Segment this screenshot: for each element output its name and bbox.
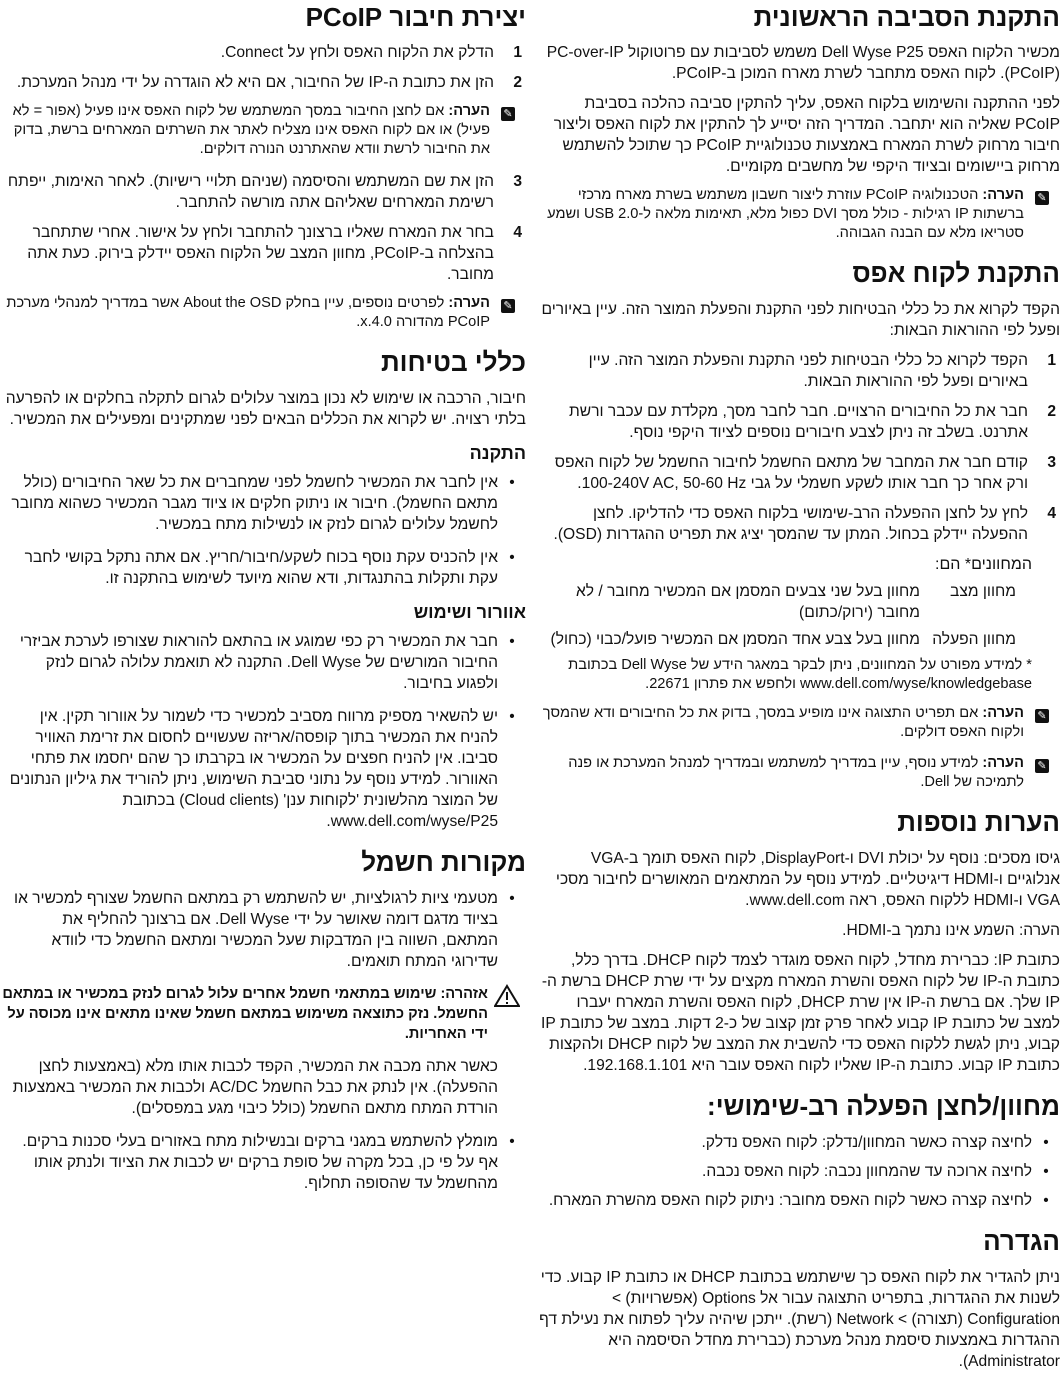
note-block: ✎ הערה: למידע נוסף, עיין במדריך למשתמש ובמדריך למנהל המערכת או פנה לתמיכה של Dell. — [536, 754, 1060, 792]
safety-title: כללי בטיחות — [381, 347, 526, 377]
list-item: • לחיצה ארוכה עד שהמחוון נכבה: לקוח האפס נכבה. — [702, 1163, 1049, 1180]
list-item: • יש להשאיר מספיק מרווח מסביב למכשיר כדי לשמור על אוורור תקין. אין להניח את המכשיר בתוך קופסה/אריזה שעשויים לחסום את זרימת האוויר סביבו. אין להניח חפצים על המכשיר או בקרבתו כך שהם יחסמו את פתחי האוורור. למידע נוסף על נתוני סביבת השימוש, ניתן להוריד את גיליון הנתונים של המוצר מהלשונית 'לקוחות ענן' (Cloud clients) בכתובת www.dell.com/wyse/P25. — [9, 708, 515, 830]
note-text: הטכנולוגיה PCoIP עוזרת ליצור חשבון משתמש בשרת מארח מרכזי ברשתות IP רגילות - כולל מסך DVI כפול מלא, תאימות מלאה ל-USB 2.0 ושמע סטריאו מלא עם הבנה הגבוהה. — [547, 187, 1024, 241]
step-item: 1 הקפד לקרוא כל כללי הבטיחות לפני התקנת והפעלת המוצר הזה. עיין באיורים ופעל לפי ההוראות הבאות. — [588, 352, 1056, 390]
list-item: • אין לחבר את המכשיר לחשמל לפני שמחברים את כל שאר החיבורים (כולל מתאם החשמל). חיבור או ניתוק חלקים או ציוד מגבר המכשיר כשהוא מחובר לחשמל עלולים לגרום לנזק או לנשילות מתח במכשיר. — [11, 474, 515, 533]
step-item: 2 הזן את כתובת ה-IP של החיבור, אם היא לא הוגדרה על ידי מנהל המערכת. — [16, 74, 522, 91]
config-paragraph: ניתן להגדיר את לקוח האפס כך שישתמש בכתובת DHCP או כתובת IP קבוע. כדי לשנות את ההגדרות, בתפריט התצוגה עבור אל Options (אפשרויות) > Configuration (תצורה) > Network (רשת). ייתכן שיהיה עליך לפתוח את נעילת דף ההגדרות באמצעות סיסמת מנהל מערכת (כברירת מחדל הסיסמה היא Administrator). — [539, 1269, 1060, 1370]
setup-title: התקנת לקוח אפס — [852, 258, 1060, 288]
extra-paragraph: גיסו מסכים: נוסף על יכולת DVI ו-DisplayPort, לקוח האפס תומך ב-VGA אנלוגיים ו-HDMI דיגיטליים. למידע נוסף על המתאמים המאושרים לחיבור מסכי VGA ו-HDMI ללקוח האפס, ראה www.dell.com. — [555, 850, 1060, 909]
connect-title: יצירת חיבור PCoIP — [305, 2, 526, 32]
intro-paragraph: לפני ההתקנה והשימוש בלקוח האפס, עליך להתקין סביבה כהלכה בסביבת PCoIP שאליה הוא יתחבר. המדריך הזה יסייע לך להתקין את לקוח האפס וליצור חיבור מרחוק לשרת המארח באמצעות טכנולוגיית PCoIP כך שתוכל להשתמש מרחוק ביישומים ובציוד היקפי של מחשבים מקומיים. — [553, 95, 1060, 175]
list-item: • לחיצה קצרה כאשר לקוח האפס מחובר: ניתוק לקוח האפס מהשרת המארח. — [548, 1192, 1049, 1209]
list-item: • אין להכניס עקת נוסף בכוח לשקע/חיבור/חריץ. אם אתה נתקל בקושי לחבר עקת ותקלות בהתנגדות, ודא שהוא מיועד לשימוש בהתקנה זו. — [24, 549, 515, 587]
power-sources-title: מקורות חשמל — [361, 847, 526, 877]
note-block: ✎ הערה: לפרטים נוספים, עיין בחלק About the OSD אשר במדריך למנהלי מערכת PCoIP מהדורה 4.0.x. — [2, 294, 526, 332]
note-block: ✎ הערה: אם תפריט התצוגה אינו מופיע במסך, בדוק את כל החיבורים ודא שהמסך ולקוח האפס דולקים. — [536, 704, 1060, 742]
indicator-row: מחוון הפעלה מחוון בעל צבע אחד המסמן אם המכשיר פועל/כבוי (כחול) — [550, 631, 1016, 648]
step-item: 1 הדלק את הלקוח האפס ולחץ על Connect. — [220, 44, 522, 61]
indicator-row: מחוון מצב מחוון בעל שני צבעים המסמן אם המכשיר מחובר / לא מחובר (ירוק/כתום) — [576, 583, 1016, 621]
step-item: 3 הזן את שם המשתמש והסיסמה (שניהם תלויי רישיות). לאחר האימות, ייפתח רשימת המארחים שאליהם אתה מורשה להתחבר. — [7, 173, 522, 211]
step-item: 2 חבר את כל החיבורים הרצויים. חבר לחבר מסך, מקלדת עם עכבר ורשת אתרנט. בשלב זה ניתן לצבע חיבורים נוספים לציוד היקפי נוסף. — [569, 403, 1056, 441]
power-button-title: מחוון/לחצן הפעלה רב-שימושי: — [707, 1091, 1060, 1121]
note-block: ✎ הערה: אם לחצן החיבור במסך המשתמש של לקוח האפס אינו פעיל (אפור = לא פעיל) או אם לקוח האפס אינו מצליח לאתר את השרתים המארחים ברשת, בדוק את החיבור לרשת וודא שהאתרנט הנורה דולקים. — [2, 102, 526, 159]
right-column — [536, 2, 1060, 1381]
list-item: • מטעמי ציות לרגולציות, יש להשתמש רק במתאם החשמל שצורף למכשיר או בציוד מדגם דומה שאושר על ידי Dell Wyse. אם ברצונך להחליף את המתאם, השווה בין המדבקות שעל המכשיר ומתאם החשמל כדי לוודא שדירוגי המתח תואמים. — [14, 890, 515, 970]
pencil-note-icon: ✎ — [490, 294, 526, 332]
safety-intro: חיבור, הרכבה או שימוש לא נכון במוצר עלולים לגרום לתקלה בחלקים או להפרעה בלתי רצויה. יש לקרוא את הכללים הבאים לפני שמתקינים ומפעילים את המכשיר. — [5, 390, 526, 428]
pencil-note-icon: ✎ — [1024, 754, 1060, 792]
left-column — [2, 2, 526, 1206]
warning-triangle-icon — [488, 984, 526, 1044]
list-item: כאשר אתה מכבה את המכשיר, הקפד לכבות אותו מלא (באמצעות לחצן ההפעלה). אין לנתק את כבל החשמל AC/DC ולכבות את המכשיר באמצעות הורדת המתח מתאם החשמל (כולל כיבוי מגע במפסלים). — [12, 1058, 498, 1117]
note-label: הערה: — [982, 187, 1024, 203]
step-item: 3 קודם חבר את המחבר של מתאם החשמל לחיבור החשמל של לקוח האפס ורק אחר כך חבר אותו לשקע חשמלי על גבי 100-240V AC, 50-60 Hz. — [554, 454, 1056, 492]
pencil-note-icon: ✎ — [490, 102, 526, 159]
intro-title: התקנת הסביבה הראשונית — [753, 2, 1060, 32]
step-item: 4 לחץ על לחצן ההפעלה הרב-שימושי בלקוח האפס כדי להדליקו. לחצן ההפעלה יידלק בכחול. המתן עד שהמסך יציג את תפריט ההגדרות (OSD). — [553, 505, 1056, 543]
note-block — [536, 186, 1060, 243]
vent-title: אוורור ושימוש — [413, 602, 526, 622]
pencil-note-icon: ✎ — [1024, 186, 1060, 243]
extra-paragraph: כתובת IP: כברירת מחדל, לקוח האפס מוגדר לצמד לקוח DHCP. בדרך כלל, כתובת ה-IP של לקוח האפס והשרת המארח מקצים על ידי שרת DHCP ברשת ה-IP שלך. אם ברשת ה-IP אין שרת DHCP, לקוח האפס והשרת המארח יעברו למצב של כתובת IP קבוע לאחר פרק זמן קצוב של כ-2 דקות. במצב של כתובת IP קבוע, ניתן לגשת ללקוח האפס כדי להשבית את המצב של לקוח DHCP ולהקצות כתובת IP קבוע. כתובת ה-IP שאליו לקוח האפס עובר היא 192.168.1.101. — [541, 952, 1060, 1074]
intro-paragraph: מכשיר הלקוח האפס Dell Wyse P25 משמש לסביבות עם פרוטוקול PC-over-IP (PCoIP). לקוח האפס מתחבר לשרת מארח המוכן ב-PCoIP. — [546, 44, 1060, 82]
extra-title: הערות נוספות — [897, 807, 1060, 837]
pencil-note-icon: ✎ — [1024, 704, 1060, 742]
list-item: • לחיצה קצרה כאשר המחוון/נדלק: לקוח האפס נדלק. — [701, 1134, 1049, 1151]
config-title: הגדרה — [983, 1226, 1060, 1256]
list-item: • חבר את המכשיר רק כפי שמוגע או בהתאם להוראות שצורפו לערכת אביזרי החיבור המורשים של Dell Wyse. התקנה לא תואמת עלולה לגרום לנזק ולפגוע בחיבור. — [19, 633, 515, 692]
list-item: • מומלץ להשתמש במגני ברקים ובנשילות מתח באזורים בעלי סכנות ברקים. אף על פי כן, בכל מקרה של סופת ברקים יש לכבות את הציוד ולנתק אותו מהחשמל עד שהסופה תחלוף. — [22, 1133, 515, 1192]
indicator-footnote: * למידע מפורט על המחוונים, ניתן לבקר במאגר הידע של Dell Wyse בכתובת www.dell.com/wyse/knowledgebase ולחפש את פתרון 22671. — [568, 657, 1032, 692]
install-title: התקנה — [469, 443, 526, 463]
extra-paragraph: הערה: השמע אינו נתמך ב-HDMI. — [842, 922, 1060, 939]
indicator-caption: המחוונים* הם: — [935, 556, 1032, 573]
warning-block: אזהרה: שימוש במתאמי חשמל אחרים עלול לגרום לנזק במכשיר או במתאם החשמל. נזק כתוצאה משימוש במתאם חשמל שאינו מתאים אינו מכוסה על ידי האחריות. — [2, 984, 526, 1044]
step-item: 4 בחר את המארח שאליו ברצונך להתחבר ולחץ על אישור. אחרי שתתחבר בהצלחה ב-PCoIP, מחוון המצב של הלקוח האפס יידלק בירוק. כעת אתה מחובר. — [27, 224, 522, 283]
setup-intro: הקפד לקרוא את כל כללי הבטיחות לפני התקנת והפעלת המוצר הזה. עיין באיורים ופעל לפי ההוראות הבאות: — [541, 301, 1060, 339]
indicator-table — [536, 554, 1060, 694]
